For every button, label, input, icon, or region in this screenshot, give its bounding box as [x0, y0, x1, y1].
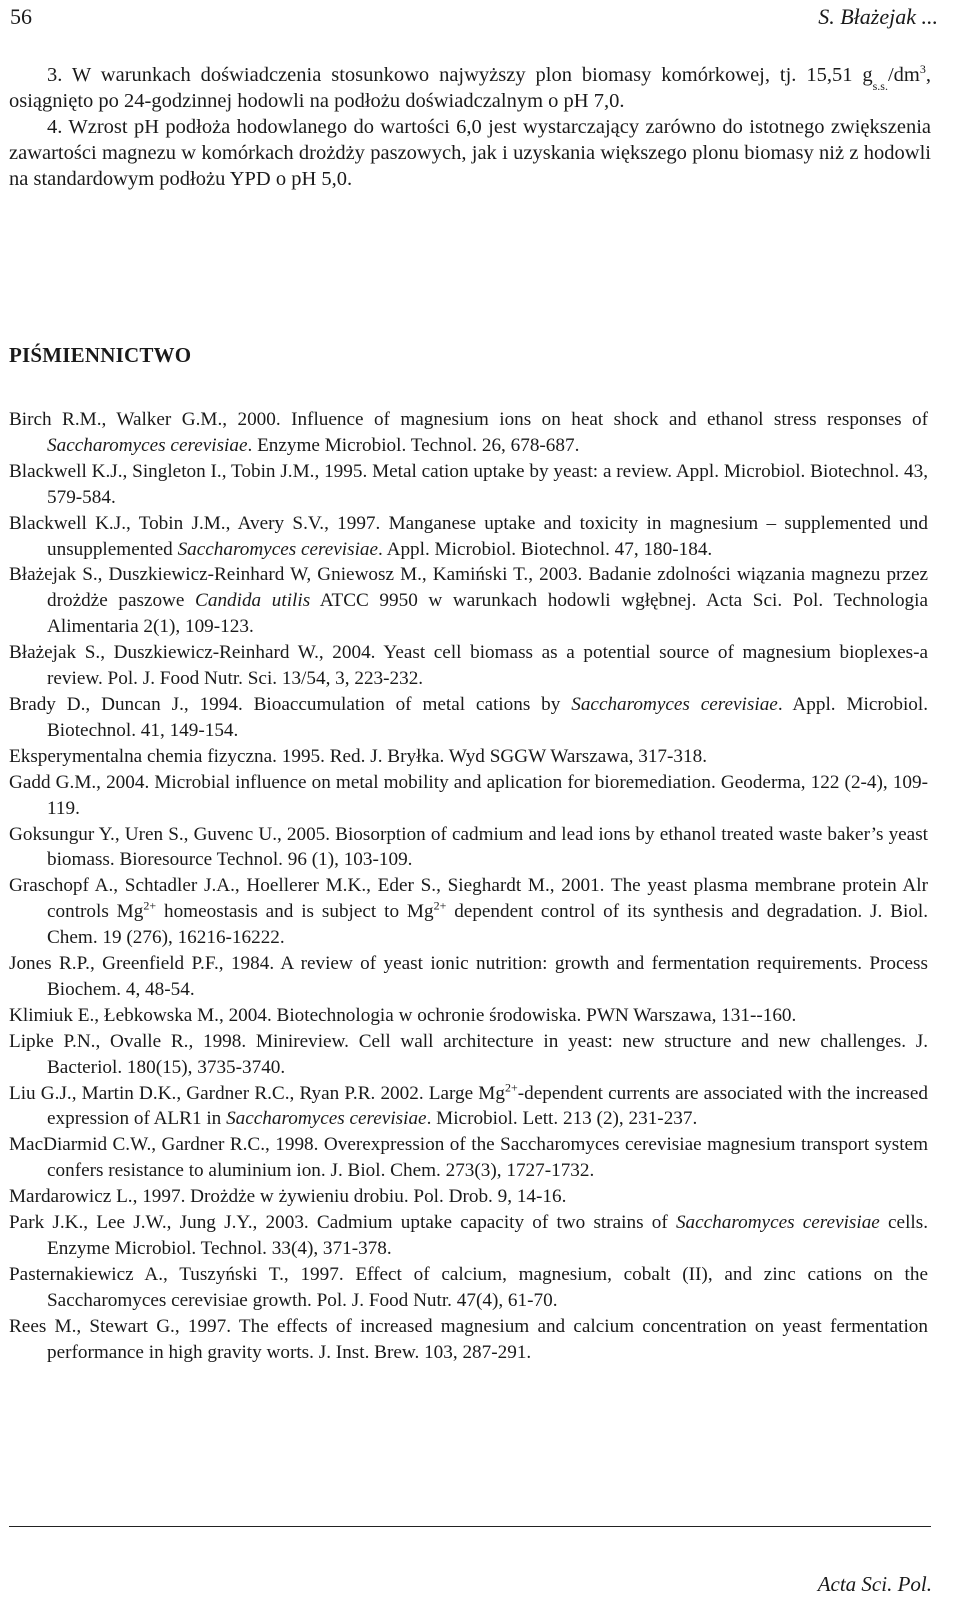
reference-item: Park J.K., Lee J.W., Jung J.Y., 2003. Cadmium uptake capacity of two strains of Saccharomyces cerevisiae cells. Enzyme Microbiol. Technol. 33(4), 371-378.	[9, 1212, 928, 1259]
reference-item: Blackwell K.J., Singleton I., Tobin J.M., 1995. Metal cation uptake by yeast: a review. Appl. Microbiol. Biotechnol. 43, 579-584.	[9, 460, 928, 508]
references-heading: PIŚMIENNICTWO	[9, 343, 192, 367]
reference-item: Goksungur Y., Uren S., Guvenc U., 2005. Biosorption of cadmium and lead ions by ethanol treated waste baker’s yeast biomass. Bioresource Technol. 96 (1), 103-109.	[9, 823, 928, 871]
reference-item: Blackwell K.J., Tobin J.M., Avery S.V., 1997. Manganese uptake and toxicity in magnesium – supplemented und unsupplemented Saccharomyces cerevisiae. Appl. Microbiol. Biotechnol. 47, 180-184.	[9, 512, 928, 560]
running-head: S. Błażejak ...	[818, 4, 938, 29]
reference-item: Błażejak S., Duszkiewicz-Reinhard W., 2004. Yeast cell biomass as a potential source of magnesium bioplexes-a review. Pol. J. Food Nutr. Sci. 13/54, 3, 223-232.	[9, 642, 928, 690]
reference-item: Brady D., Duncan J., 1994. Bioaccumulation of metal cations by Saccharomyces cerevisiae. Appl. Microbiol. Biotechnol. 41, 149-154.	[9, 693, 929, 741]
reference-item: MacDiarmid C.W., Gardner R.C., 1998. Overexpression of the Saccharomyces cerevisiae magnesium transport system confers resistance to aluminium ion. J. Biol. Chem. 273(3), 1727-1732.	[9, 1134, 928, 1182]
reference-item: Jones R.P., Greenfield P.F., 1984. A review of yeast ionic nutrition: growth and fermentation requirements. Process Biochem. 4, 48-54.	[9, 953, 928, 1000]
page-header	[10, 4, 938, 38]
reference-item: Birch R.M., Walker G.M., 2000. Influence of magnesium ions on heat shock and ethanol stress responses of Saccharomyces cerevisiae. Enzyme Microbiol. Technol. 26, 678-687.	[9, 409, 928, 456]
reference-item: Mardarowicz L., 1997. Drożdże w żywieniu drobiu. Pol. Drob. 9, 14-16.	[9, 1186, 567, 1208]
reference-item: Rees M., Stewart G., 1997. The effects of increased magnesium and calcium concentration on yeast fermentation performance in high gravity worts. J. Inst. Brew. 103, 287-291.	[9, 1315, 928, 1363]
reference-item: Gadd G.M., 2004. Microbial influence on metal mobility and aplication for bioremediation. Geoderma, 122 (2-4), 109-119.	[9, 771, 928, 819]
reference-item: Graschopf A., Schtadler J.A., Hoellerer M.K., Eder S., Sieghardt M., 2001. The yeast plasma membrane protein Alr controls $Mg^{2+}$ homeostasis and is subject to $Mg^{2+}$ dependent control of its synthesis and degradation. J. Biol. Chem. 19 (276), 16216-16222.	[9, 875, 928, 949]
conclusion-item-4: 4. Wzrost pH podłoża hodowlanego do wartości 6,0 jest wystarczający zarówno do istotnego zwiększenia zawartości magnezu w komórkach drożdży paszowych, jak i uzyskania większego plonu biomasy niż z hodowli na standardowym podłożu YPD o pH 5,0.	[9, 116, 931, 190]
reference-item: Liu G.J., Martin D.K., Gardner R.C., Ryan P.R. 2002. Large $Mg^{2+}$-dependent currents are associated with the increased expression of ALR1 in Saccharomyces cerevisiae. Microbiol. Lett. 213 (2), 231-237.	[9, 1080, 928, 1130]
reference-item: Lipke P.N., Ovalle R., 1998. Minireview. Cell wall architecture in yeast: new structure and new challenges. J. Bacteriol. 180(15), 3735-3740.	[9, 1030, 928, 1078]
conclusions-section	[9, 62, 931, 192]
reference-item: Pasternakiewicz A., Tuszyński T., 1997. Effect of calcium, magnesium, cobalt (II), and zinc cations on the Saccharomyces cerevisiae growth. Pol. J. Food Nutr. 47(4), 61-70.	[9, 1263, 928, 1311]
references-list	[9, 407, 928, 1366]
reference-item: Eksperymentalna chemia fizyczna. 1995. Red. J. Bryłka. Wyd SGGW Warszawa, 317-318.	[9, 745, 707, 767]
page-number: 56	[10, 4, 32, 29]
footer-journal: Acta Sci. Pol.	[817, 1572, 932, 1596]
footer-divider	[9, 1526, 931, 1527]
reference-item: Błażejak S., Duszkiewicz-Reinhard W, Gniewosz M., Kamiński T., 2003. Badanie zdolności wiązania magnezu przez drożdże paszowe Candida utilis ATCC 9950 w warunkach hodowli wgłębnej. Acta Sci. Pol. Technologia Alimentaria 2(1), 109-123.	[9, 564, 928, 638]
reference-item: Klimiuk E., Łebkowska M., 2004. Biotechnologia w ochronie środowiska. PWN Warszawa, 131--160.	[9, 1004, 797, 1026]
conclusion-item-3: 3. W warunkach doświadczenia stosunkowo najwyższy plon biomasy komórkowej, tj. 15,51 $g_{s.s.}/dm^3$, osiągnięto po 24-godzinnej hodowli na podłożu doświadczalnym o pH 7,0.	[9, 62, 931, 112]
